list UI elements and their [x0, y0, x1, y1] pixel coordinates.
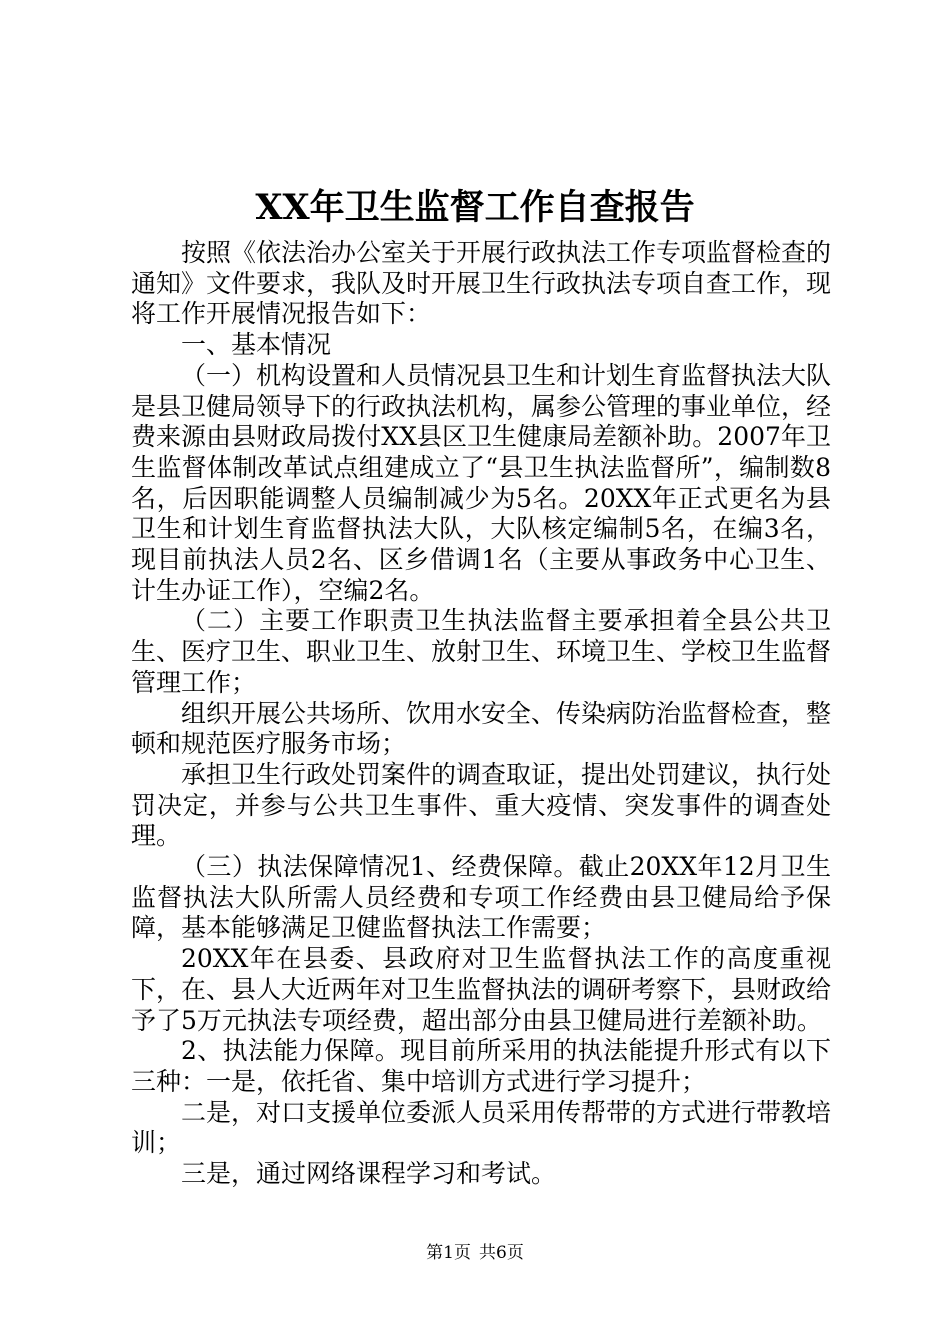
paragraph-duties: （二）主要工作职责卫生执法监督主要承担着全县公共卫生、医疗卫生、职业卫生、放射卫生、环境卫生、学校卫生监督管理工作；: [131, 606, 832, 697]
page-number: 第1页: [426, 1243, 471, 1263]
paragraph-training: 二是，对口支援单位委派人员采用传帮带的方式进行带教培训；: [131, 1097, 832, 1158]
paragraph-capability: 2、执法能力保障。现目前所采用的执法能提升形式有以下三种：一是，依托省、集中培训方式进行学习提升；: [131, 1036, 831, 1096]
paragraph-funding: （三）执法保障情况1、经费保障。截止20XX年12月卫生监督执法大队所需人员经费和专项工作经费由县卫健局给予保障，基本能够满足卫健监督执法工作需要；: [131, 852, 831, 943]
paragraph-penalty: 承担卫生行政处罚案件的调查取证，提出处罚建议，执行处罚决定，并参与公共卫生事件、重大疫情、突发事件的调查处理。: [131, 759, 832, 851]
page-total: 共6页: [479, 1243, 524, 1263]
paragraph-special-funds: 20XX年在县委、县政府对卫生监督执法工作的高度重视下，在、县人大近两年对卫生监督执法的调研考察下，县财政给予了5万元执法专项经费，超出部分由县卫健局进行差额补助。: [131, 944, 832, 1035]
section-heading-basic-situation: 一、基本情况: [181, 330, 332, 360]
paragraph-online-course: 三是，通过网络课程学习和考试。: [181, 1159, 557, 1189]
page-footer: [0, 1242, 950, 1264]
paragraph-inspection: 组织开展公共场所、饮用水安全、传染病防治监督检查，整顿和规范医疗服务市场；: [131, 698, 832, 759]
paragraph-intro: 按照《依法治办公室关于开展行政执法工作专项监督检查的通知》文件要求，我队及时开展卫生行政执法专项自查工作，现将工作开展情况报告如下：: [131, 238, 832, 329]
paragraph-organization: （一）机构设置和人员情况县卫生和计划生育监督执法大队是县卫健局领导下的行政执法机构，属参公管理的事业单位，经费来源由县财政局拨付XX县区卫生健康局差额补助。2007年卫生监督体制改革试点组建成立了“县卫生执法监督所”，编制数8名，后因职能调整人员编制减少为5名。20XX年正式更名为县卫生和计划生育监督执法大队，大队核定编制5名，在编3名，现目前执法人员2名、区乡借调1名（主要从事政务中心卫生、计生办证工作），空编2名。: [131, 360, 832, 605]
document-title: XX年卫生监督工作自查报告: [255, 187, 695, 228]
document-body: [131, 238, 831, 1190]
